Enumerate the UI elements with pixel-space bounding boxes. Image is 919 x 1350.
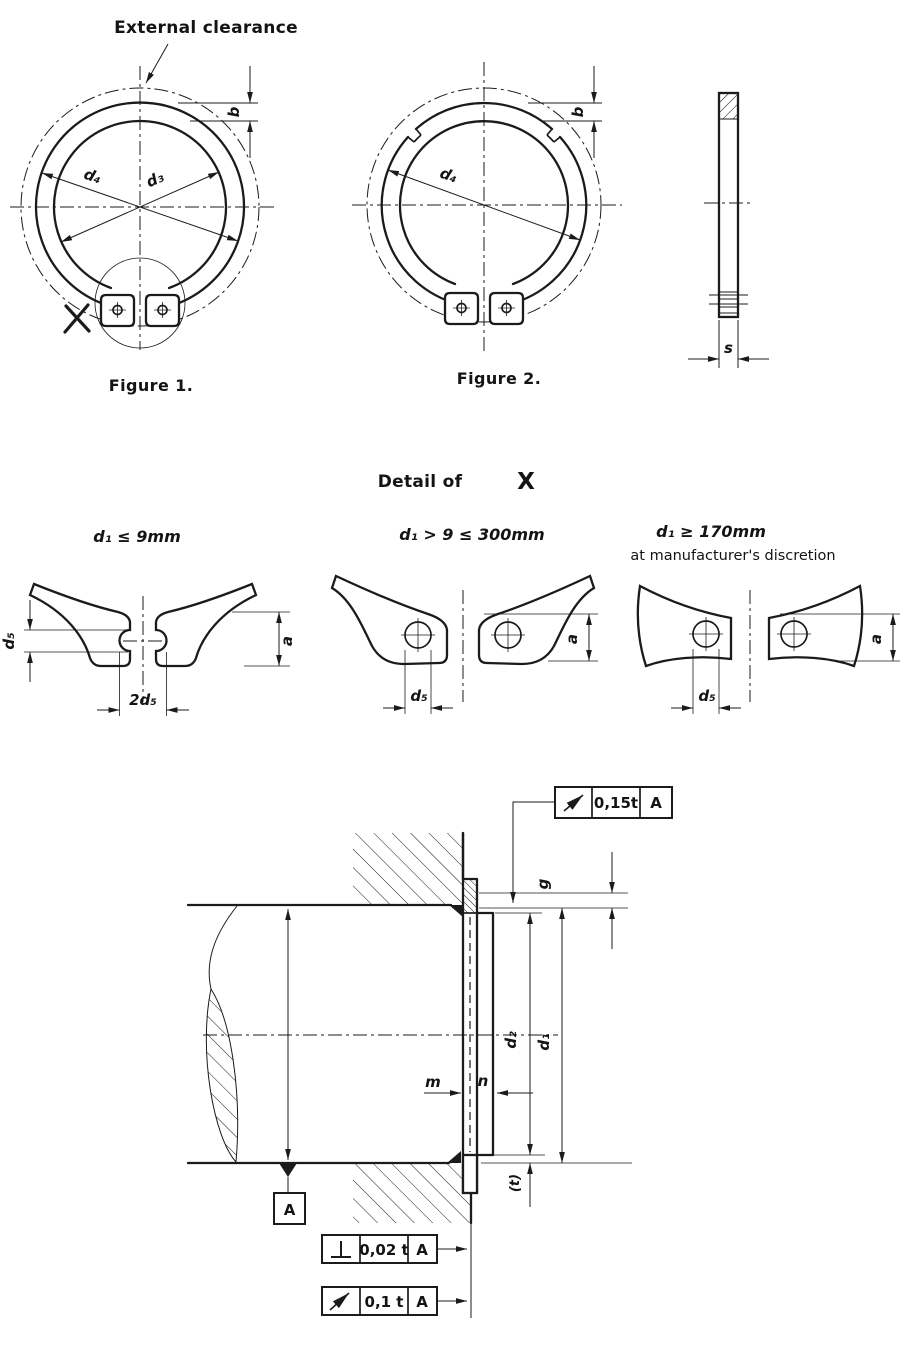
lug-profile-right: [479, 576, 594, 664]
ring-section-hatch: [463, 879, 477, 913]
tolerance-value: 0,1 t: [364, 1293, 404, 1311]
dim-s: [688, 320, 769, 368]
dim-m-n: [424, 1072, 533, 1093]
ring-section-outline: [719, 93, 738, 317]
detail-variant1: [0, 584, 296, 716]
tolerance-datum: A: [416, 1241, 428, 1259]
dim-d5-label: d₅: [410, 687, 428, 705]
dim-m-label: m: [425, 1073, 441, 1091]
figure2-ring-view: [352, 62, 622, 388]
dim-a-label: a: [278, 635, 296, 647]
external-clearance-label: External clearance: [114, 18, 298, 38]
dim-d5-label: d₅: [0, 632, 18, 650]
dim-a-label: a: [867, 633, 885, 645]
lug-profile-right: [156, 584, 256, 666]
detail-variant3: [638, 586, 900, 714]
relief-notch-right: [547, 135, 554, 142]
tolerance-datum: A: [416, 1293, 428, 1311]
ring-lug-section: [463, 1155, 477, 1193]
dim-d2-label: d₂: [502, 1031, 520, 1049]
break-lens-section: [206, 989, 237, 1162]
figure1-caption: Figure 1.: [108, 376, 194, 395]
datum-a-label: A: [283, 1201, 296, 1219]
section-hatch: [719, 93, 738, 119]
corner-chamfer-top: [449, 905, 463, 917]
dim-g-label: g: [534, 878, 552, 890]
dim-d1-label: d₁: [535, 1033, 553, 1051]
lug-profile-left: [332, 576, 447, 664]
tolerance-value: 0,02 t: [359, 1241, 409, 1259]
dim-d4-label: d₄: [81, 164, 104, 188]
detail-variant2: [332, 576, 598, 714]
housing-section-upper: [353, 833, 463, 905]
variant1-condition: d₁ ≤ 9mm: [93, 527, 181, 546]
external-clearance-leader-arrow: [146, 44, 168, 83]
corner-chamfer-bottom: [447, 1151, 461, 1163]
dim-d5-label: d₅: [698, 687, 716, 705]
dim-b-figure1: [178, 66, 258, 158]
detail-section-headings: [93, 469, 835, 564]
dim-a-label: a: [563, 633, 581, 645]
lug-profile-left: [30, 584, 130, 666]
dim-b-label: b: [225, 106, 243, 118]
installation-drawing: [188, 787, 672, 1318]
figure1-ring-view: [10, 18, 298, 395]
figure2-caption: Figure 2.: [456, 369, 542, 388]
dim-n-label: n: [477, 1072, 489, 1090]
detail-x-marker: [65, 305, 89, 332]
dim-d4-label: d₄: [437, 163, 460, 187]
tolerance-frame-runout-bottom: [322, 1287, 467, 1315]
variant2-condition: d₁ > 9 ≤ 300mm: [399, 525, 545, 544]
dim-d3-label: d₃: [143, 167, 167, 192]
tolerance-frame-perpendicularity: [322, 1235, 467, 1263]
variant3-note: at manufacturer's discretion: [630, 548, 836, 564]
tolerance-datum: A: [650, 794, 662, 812]
detail-title: Detail of: [377, 472, 463, 492]
relief-notch-left: [414, 135, 421, 142]
detail-title-ref: X: [517, 469, 535, 495]
break-line: [209, 906, 237, 989]
dim-g: [534, 852, 612, 949]
datum-triangle: [279, 1163, 297, 1177]
tolerance-value: 0,15t: [593, 794, 639, 812]
dim-a: [232, 612, 296, 666]
ring-side-view: [688, 93, 769, 368]
dim-b-label: b: [569, 106, 587, 118]
dim-2d5-label: 2d₅: [129, 691, 157, 709]
dim-s-label: s: [724, 339, 733, 357]
dim-t-label: (t): [508, 1173, 523, 1193]
variant3-condition: d₁ ≥ 170mm: [656, 522, 766, 541]
housing-section-lower: [353, 1163, 471, 1223]
